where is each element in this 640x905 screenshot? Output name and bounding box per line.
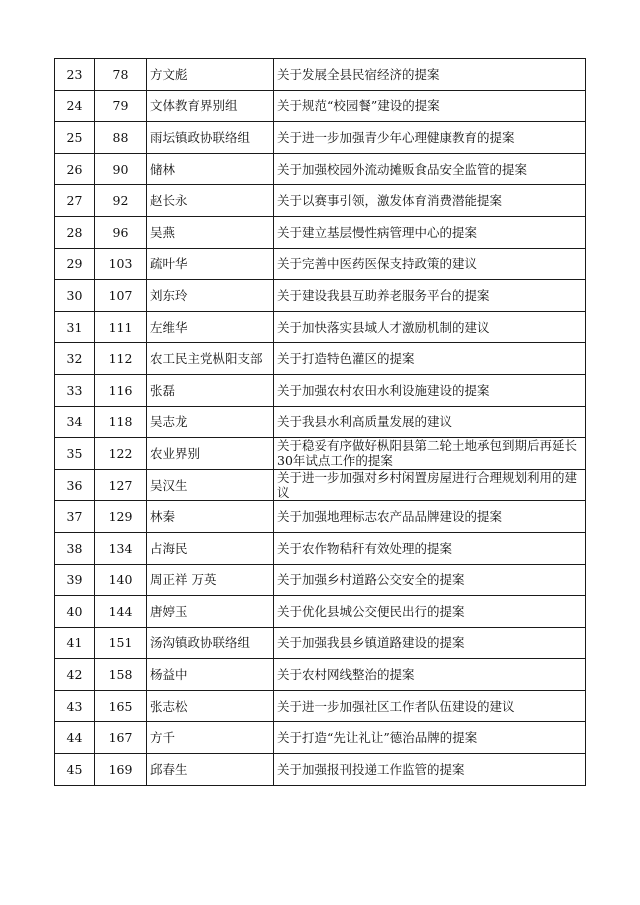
sequence-cell: 36: [55, 469, 95, 501]
sequence-cell: 25: [55, 122, 95, 154]
table-row: [55, 469, 586, 501]
table-row: [55, 564, 586, 596]
proposal-number-cell: 167: [95, 722, 147, 754]
proposal-number-cell: 122: [95, 438, 147, 470]
sequence-cell: 30: [55, 280, 95, 312]
table-row: [55, 59, 586, 91]
sequence-cell: 39: [55, 564, 95, 596]
table-row: [55, 122, 586, 154]
proposal-title-cell: 关于加强校园外流动摊贩食品安全监管的提案: [274, 153, 586, 185]
proposer-cell: 刘东玲: [147, 280, 274, 312]
table-row: [55, 90, 586, 122]
proposal-title-cell: 关于加强我县乡镇道路建设的提案: [274, 627, 586, 659]
proposal-title-cell: 关于进一步加强青少年心理健康教育的提案: [274, 122, 586, 154]
sequence-cell: 23: [55, 59, 95, 91]
proposal-number-cell: 88: [95, 122, 147, 154]
proposal-number-cell: 96: [95, 216, 147, 248]
table-row: [55, 406, 586, 438]
sequence-cell: 38: [55, 532, 95, 564]
table-row: [55, 690, 586, 722]
table-row: [55, 659, 586, 691]
sequence-cell: 41: [55, 627, 95, 659]
proposer-cell: 邱春生: [147, 754, 274, 786]
proposal-title-cell: 关于进一步加强社区工作者队伍建设的建议: [274, 690, 586, 722]
proposal-title-cell: 关于加强农村农田水利设施建设的提案: [274, 374, 586, 406]
table-row: [55, 248, 586, 280]
proposal-title-cell: 关于建立基层慢性病管理中心的提案: [274, 216, 586, 248]
proposer-cell: 周正祥 万英: [147, 564, 274, 596]
proposal-number-cell: 134: [95, 532, 147, 564]
sequence-cell: 44: [55, 722, 95, 754]
proposer-cell: 方文彪: [147, 59, 274, 91]
proposal-number-cell: 107: [95, 280, 147, 312]
table-row: [55, 343, 586, 375]
table-row: [55, 153, 586, 185]
proposal-number-cell: 103: [95, 248, 147, 280]
proposal-number-cell: 151: [95, 627, 147, 659]
proposer-cell: 吴志龙: [147, 406, 274, 438]
proposer-cell: 储林: [147, 153, 274, 185]
sequence-cell: 35: [55, 438, 95, 470]
sequence-cell: 28: [55, 216, 95, 248]
proposal-title-cell: 关于打造特色灌区的提案: [274, 343, 586, 375]
proposal-title-cell: 关于加强乡村道路公交安全的提案: [274, 564, 586, 596]
proposal-title-cell: 关于进一步加强对乡村闲置房屋进行合理规划利用的建议: [274, 469, 586, 501]
proposal-number-cell: 158: [95, 659, 147, 691]
proposal-number-cell: 118: [95, 406, 147, 438]
proposal-title-cell: 关于农作物秸秆有效处理的提案: [274, 532, 586, 564]
proposal-title-cell: 关于发展全县民宿经济的提案: [274, 59, 586, 91]
proposal-title-cell: 关于以赛事引领，激发体育消费潜能提案: [274, 185, 586, 217]
table-row: [55, 627, 586, 659]
proposal-number-cell: 140: [95, 564, 147, 596]
proposal-number-cell: 79: [95, 90, 147, 122]
proposal-title-cell: 关于稳妥有序做好枞阳县第二轮土地承包到期后再延长30年试点工作的提案: [274, 438, 586, 470]
proposal-table: [54, 58, 586, 786]
sequence-cell: 42: [55, 659, 95, 691]
proposer-cell: 张志松: [147, 690, 274, 722]
proposal-title-cell: 关于加强地理标志农产品品牌建设的提案: [274, 501, 586, 533]
proposal-title-cell: 关于我县水利高质量发展的建议: [274, 406, 586, 438]
table-row: [55, 501, 586, 533]
proposer-cell: 左维华: [147, 311, 274, 343]
proposal-title-cell: 关于优化县城公交便民出行的提案: [274, 596, 586, 628]
proposal-number-cell: 169: [95, 754, 147, 786]
table-body: [55, 59, 586, 786]
sequence-cell: 37: [55, 501, 95, 533]
proposer-cell: 疏叶华: [147, 248, 274, 280]
proposer-cell: 农工民主党枞阳支部: [147, 343, 274, 375]
table-row: [55, 185, 586, 217]
proposal-title-cell: 关于农村网线整治的提案: [274, 659, 586, 691]
sequence-cell: 33: [55, 374, 95, 406]
proposal-title-cell: 关于加强报刊投递工作监管的提案: [274, 754, 586, 786]
table-row: [55, 216, 586, 248]
proposal-title-cell: 关于建设我县互助养老服务平台的提案: [274, 280, 586, 312]
proposal-number-cell: 129: [95, 501, 147, 533]
table-row: [55, 438, 586, 470]
sequence-cell: 31: [55, 311, 95, 343]
sequence-cell: 29: [55, 248, 95, 280]
proposer-cell: 雨坛镇政协联络组: [147, 122, 274, 154]
proposal-number-cell: 144: [95, 596, 147, 628]
proposal-number-cell: 165: [95, 690, 147, 722]
table-row: [55, 374, 586, 406]
proposer-cell: 方千: [147, 722, 274, 754]
proposer-cell: 唐婷玉: [147, 596, 274, 628]
table-row: [55, 596, 586, 628]
table-row: [55, 722, 586, 754]
proposal-title-cell: 关于加快落实县域人才激励机制的建议: [274, 311, 586, 343]
proposal-number-cell: 78: [95, 59, 147, 91]
table-row: [55, 754, 586, 786]
proposal-number-cell: 116: [95, 374, 147, 406]
sequence-cell: 32: [55, 343, 95, 375]
proposal-number-cell: 111: [95, 311, 147, 343]
sequence-cell: 27: [55, 185, 95, 217]
table-row: [55, 280, 586, 312]
proposer-cell: 杨益中: [147, 659, 274, 691]
proposer-cell: 汤沟镇政协联络组: [147, 627, 274, 659]
proposal-title-cell: 关于完善中医药医保支持政策的建议: [274, 248, 586, 280]
table-row: [55, 532, 586, 564]
sequence-cell: 26: [55, 153, 95, 185]
proposer-cell: 赵长永: [147, 185, 274, 217]
proposal-title-cell: 关于规范“校园餐”建设的提案: [274, 90, 586, 122]
table-row: [55, 311, 586, 343]
proposer-cell: 吴燕: [147, 216, 274, 248]
proposer-cell: 农业界别: [147, 438, 274, 470]
proposal-number-cell: 112: [95, 343, 147, 375]
proposer-cell: 张磊: [147, 374, 274, 406]
sequence-cell: 34: [55, 406, 95, 438]
proposal-title-cell: 关于打造“先让礼让”德治品牌的提案: [274, 722, 586, 754]
proposer-cell: 文体教育界别组: [147, 90, 274, 122]
proposer-cell: 吴汉生: [147, 469, 274, 501]
proposal-number-cell: 90: [95, 153, 147, 185]
sequence-cell: 24: [55, 90, 95, 122]
sequence-cell: 45: [55, 754, 95, 786]
sequence-cell: 40: [55, 596, 95, 628]
sequence-cell: 43: [55, 690, 95, 722]
proposal-number-cell: 92: [95, 185, 147, 217]
proposer-cell: 林秦: [147, 501, 274, 533]
proposal-number-cell: 127: [95, 469, 147, 501]
proposer-cell: 占海民: [147, 532, 274, 564]
